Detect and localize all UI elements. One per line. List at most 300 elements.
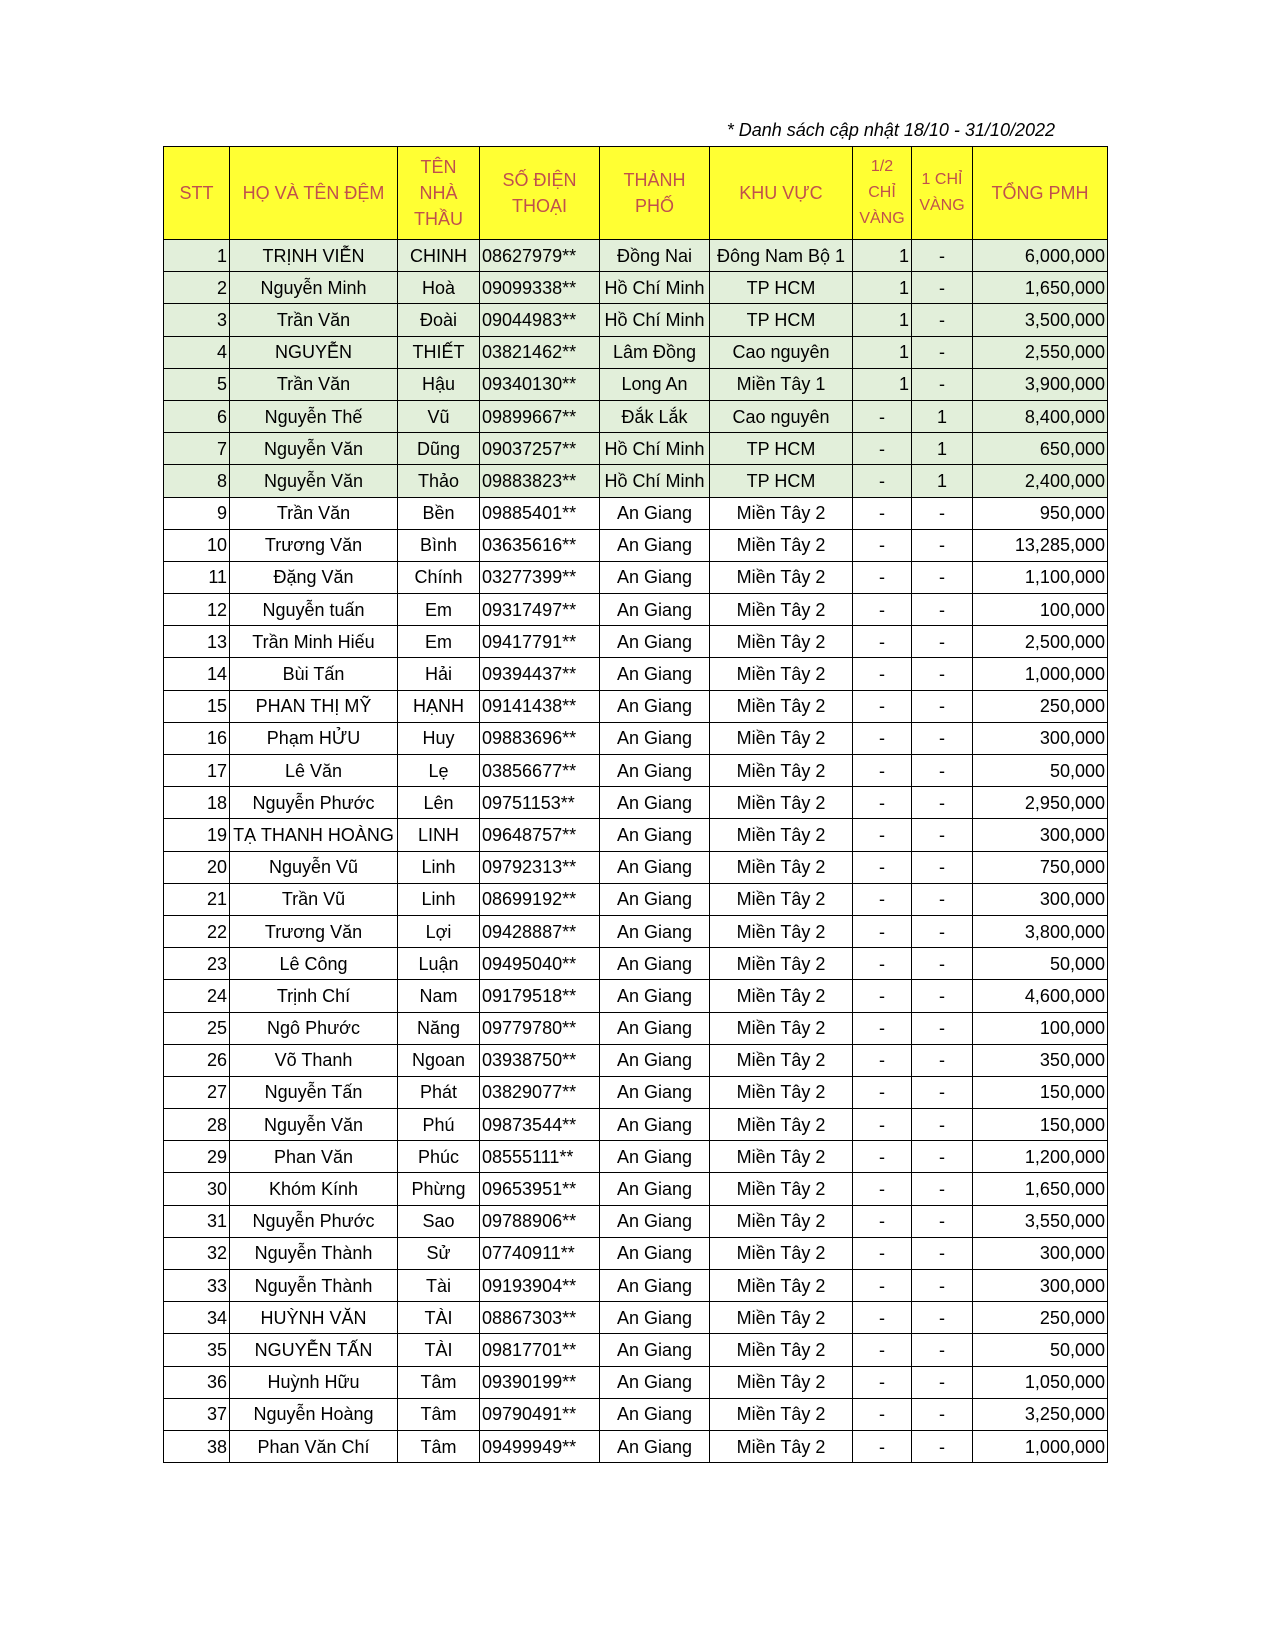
cell-contractor: Em <box>398 626 480 658</box>
cell-region: Miền Tây 2 <box>710 819 853 851</box>
cell-contractor: Sao <box>398 1205 480 1237</box>
cell-contractor: Tâm <box>398 1398 480 1430</box>
cell-stt: 20 <box>164 851 230 883</box>
cell-one-gold: - <box>912 1109 973 1141</box>
cell-city: An Giang <box>600 1173 710 1205</box>
update-note: * Danh sách cập nhật 18/10 - 31/10/2022 <box>726 120 1055 140</box>
cell-region: Miền Tây 2 <box>710 1044 853 1076</box>
cell-one-gold: - <box>912 1205 973 1237</box>
cell-one-gold: - <box>912 1270 973 1302</box>
cell-contractor: Phúc <box>398 1141 480 1173</box>
cell-one-gold: - <box>912 755 973 787</box>
cell-contractor: TÀI <box>398 1334 480 1366</box>
cell-half-gold: - <box>853 433 912 465</box>
cell-one-gold: - <box>912 948 973 980</box>
cell-one-gold: - <box>912 1398 973 1430</box>
cell-contractor: Huy <box>398 722 480 754</box>
cell-one-gold: - <box>912 1173 973 1205</box>
cell-city: An Giang <box>600 1044 710 1076</box>
cell-city: Hồ Chí Minh <box>600 304 710 336</box>
cell-half-gold: - <box>853 1237 912 1269</box>
cell-stt: 29 <box>164 1141 230 1173</box>
table-row <box>164 1270 1108 1302</box>
cell-total: 950,000 <box>973 497 1108 529</box>
cell-phone: 09428887** <box>480 915 600 947</box>
cell-city: An Giang <box>600 1109 710 1141</box>
cell-region: Miền Tây 2 <box>710 980 853 1012</box>
cell-contractor: Hoà <box>398 272 480 304</box>
cell-name: Nguyễn Hoàng <box>230 1398 398 1430</box>
table-row <box>164 1302 1108 1334</box>
header-region: KHU VỰC <box>710 147 853 240</box>
cell-one-gold: - <box>912 272 973 304</box>
cell-stt: 6 <box>164 400 230 432</box>
cell-name: Phan Văn <box>230 1141 398 1173</box>
cell-total: 3,500,000 <box>973 304 1108 336</box>
cell-total: 150,000 <box>973 1076 1108 1108</box>
cell-stt: 5 <box>164 368 230 400</box>
cell-half-gold: 1 <box>853 272 912 304</box>
cell-city: An Giang <box>600 755 710 787</box>
table-row <box>164 1334 1108 1366</box>
cell-city: An Giang <box>600 980 710 1012</box>
cell-half-gold: - <box>853 497 912 529</box>
cell-name: Nguyễn Văn <box>230 465 398 497</box>
cell-contractor: Phừng <box>398 1173 480 1205</box>
cell-one-gold: - <box>912 1302 973 1334</box>
cell-name: Trương Văn <box>230 915 398 947</box>
cell-total: 3,900,000 <box>973 368 1108 400</box>
cell-total: 1,650,000 <box>973 1173 1108 1205</box>
table-row <box>164 1141 1108 1173</box>
cell-name: Trần Văn <box>230 497 398 529</box>
cell-region: Miền Tây 2 <box>710 883 853 915</box>
cell-total: 4,600,000 <box>973 980 1108 1012</box>
cell-phone: 09817701** <box>480 1334 600 1366</box>
cell-city: An Giang <box>600 594 710 626</box>
cell-stt: 37 <box>164 1398 230 1430</box>
cell-phone: 09790491** <box>480 1398 600 1430</box>
cell-phone: 09883696** <box>480 722 600 754</box>
cell-stt: 28 <box>164 1109 230 1141</box>
cell-name: Nguyễn Văn <box>230 433 398 465</box>
cell-phone: 09141438** <box>480 690 600 722</box>
cell-total: 300,000 <box>973 722 1108 754</box>
cell-region: Miền Tây 2 <box>710 851 853 883</box>
cell-one-gold: - <box>912 787 973 819</box>
table-row <box>164 755 1108 787</box>
cell-phone: 09394437** <box>480 658 600 690</box>
cell-city: An Giang <box>600 1270 710 1302</box>
cell-city: An Giang <box>600 561 710 593</box>
cell-total: 8,400,000 <box>973 400 1108 432</box>
cell-contractor: Ngoan <box>398 1044 480 1076</box>
cell-stt: 1 <box>164 240 230 272</box>
cell-one-gold: 1 <box>912 433 973 465</box>
cell-stt: 2 <box>164 272 230 304</box>
table-body <box>164 240 1108 1463</box>
cell-stt: 10 <box>164 529 230 561</box>
cell-total: 1,050,000 <box>973 1366 1108 1398</box>
cell-region: Miền Tây 2 <box>710 1302 853 1334</box>
cell-total: 3,800,000 <box>973 915 1108 947</box>
table-row <box>164 400 1108 432</box>
cell-total: 6,000,000 <box>973 240 1108 272</box>
cell-one-gold: - <box>912 336 973 368</box>
cell-half-gold: - <box>853 1334 912 1366</box>
cell-name: NGUYỄN <box>230 336 398 368</box>
cell-stt: 36 <box>164 1366 230 1398</box>
cell-phone: 08867303** <box>480 1302 600 1334</box>
cell-contractor: Linh <box>398 851 480 883</box>
cell-region: Miền Tây 2 <box>710 561 853 593</box>
cell-name: Trịnh Chí <box>230 980 398 1012</box>
cell-city: An Giang <box>600 819 710 851</box>
cell-region: Miền Tây 2 <box>710 690 853 722</box>
cell-city: An Giang <box>600 1302 710 1334</box>
cell-one-gold: - <box>912 1430 973 1462</box>
cell-contractor: Đoài <box>398 304 480 336</box>
header-total: TỔNG PMH <box>973 147 1108 240</box>
table-header-row <box>164 147 1108 240</box>
cell-total: 1,200,000 <box>973 1141 1108 1173</box>
cell-one-gold: - <box>912 980 973 1012</box>
header-name: HỌ VÀ TÊN ĐỆM <box>230 147 398 240</box>
cell-one-gold: - <box>912 1044 973 1076</box>
cell-total: 300,000 <box>973 883 1108 915</box>
cell-city: Hồ Chí Minh <box>600 433 710 465</box>
header-stt: STT <box>164 147 230 240</box>
cell-total: 1,000,000 <box>973 1430 1108 1462</box>
cell-contractor: Tâm <box>398 1430 480 1462</box>
table-row <box>164 304 1108 336</box>
cell-region: TP HCM <box>710 272 853 304</box>
cell-phone: 09317497** <box>480 594 600 626</box>
cell-name: Lê Văn <box>230 755 398 787</box>
cell-region: TP HCM <box>710 465 853 497</box>
cell-phone: 09653951** <box>480 1173 600 1205</box>
cell-one-gold: - <box>912 304 973 336</box>
table-row <box>164 1173 1108 1205</box>
header-city: THÀNH PHỐ <box>600 147 710 240</box>
cell-stt: 13 <box>164 626 230 658</box>
cell-one-gold: - <box>912 658 973 690</box>
cell-contractor: Sử <box>398 1237 480 1269</box>
cell-contractor: Vũ <box>398 400 480 432</box>
cell-half-gold: - <box>853 1012 912 1044</box>
table-row <box>164 497 1108 529</box>
cell-total: 3,550,000 <box>973 1205 1108 1237</box>
cell-city: An Giang <box>600 1076 710 1108</box>
cell-stt: 17 <box>164 755 230 787</box>
cell-name: HUỲNH VĂN <box>230 1302 398 1334</box>
cell-name: Khóm Kính <box>230 1173 398 1205</box>
cell-contractor: Tâm <box>398 1366 480 1398</box>
cell-region: Miền Tây 2 <box>710 1334 853 1366</box>
header-one-gold: 1 CHỈ VÀNG <box>912 147 973 240</box>
cell-contractor: Năng <box>398 1012 480 1044</box>
cell-contractor: CHINH <box>398 240 480 272</box>
cell-name: Nguyễn Vũ <box>230 851 398 883</box>
cell-half-gold: - <box>853 722 912 754</box>
cell-name: Nguyễn Phước <box>230 1205 398 1237</box>
cell-city: An Giang <box>600 1430 710 1462</box>
cell-total: 2,950,000 <box>973 787 1108 819</box>
cell-one-gold: - <box>912 529 973 561</box>
table-row <box>164 658 1108 690</box>
table-row <box>164 594 1108 626</box>
cell-region: Miền Tây 2 <box>710 1366 853 1398</box>
cell-total: 250,000 <box>973 690 1108 722</box>
cell-phone: 09751153** <box>480 787 600 819</box>
cell-region: Miền Tây 2 <box>710 1430 853 1462</box>
cell-half-gold: - <box>853 1076 912 1108</box>
cell-total: 300,000 <box>973 819 1108 851</box>
cell-total: 1,650,000 <box>973 272 1108 304</box>
cell-one-gold: - <box>912 1141 973 1173</box>
cell-one-gold: - <box>912 722 973 754</box>
cell-half-gold: - <box>853 465 912 497</box>
cell-city: An Giang <box>600 658 710 690</box>
cell-stt: 31 <box>164 1205 230 1237</box>
cell-stt: 21 <box>164 883 230 915</box>
cell-contractor: Luận <box>398 948 480 980</box>
cell-region: Cao nguyên <box>710 400 853 432</box>
cell-contractor: Linh <box>398 883 480 915</box>
cell-total: 650,000 <box>973 433 1108 465</box>
table-row <box>164 465 1108 497</box>
cell-name: Phạm HỬU <box>230 722 398 754</box>
cell-contractor: Lẹ <box>398 755 480 787</box>
cell-phone: 03277399** <box>480 561 600 593</box>
cell-city: Đồng Nai <box>600 240 710 272</box>
cell-total: 150,000 <box>973 1109 1108 1141</box>
table-row <box>164 883 1108 915</box>
cell-city: An Giang <box>600 851 710 883</box>
cell-region: Miền Tây 2 <box>710 1270 853 1302</box>
cell-contractor: Thảo <box>398 465 480 497</box>
cell-name: Trương Văn <box>230 529 398 561</box>
cell-one-gold: - <box>912 240 973 272</box>
cell-stt: 26 <box>164 1044 230 1076</box>
table-row <box>164 722 1108 754</box>
cell-region: Miền Tây 2 <box>710 1109 853 1141</box>
table-row <box>164 240 1108 272</box>
cell-half-gold: - <box>853 915 912 947</box>
cell-name: Nguyễn Phước <box>230 787 398 819</box>
table-row <box>164 433 1108 465</box>
cell-half-gold: - <box>853 529 912 561</box>
cell-phone: 03829077** <box>480 1076 600 1108</box>
cell-phone: 09788906** <box>480 1205 600 1237</box>
cell-name: Võ Thanh <box>230 1044 398 1076</box>
cell-region: Miền Tây 2 <box>710 1398 853 1430</box>
table-row <box>164 690 1108 722</box>
cell-contractor: Phát <box>398 1076 480 1108</box>
cell-name: Trần Vũ <box>230 883 398 915</box>
cell-one-gold: - <box>912 1012 973 1044</box>
cell-region: Miền Tây 2 <box>710 497 853 529</box>
cell-city: An Giang <box>600 690 710 722</box>
cell-name: Nguyễn Minh <box>230 272 398 304</box>
cell-one-gold: - <box>912 819 973 851</box>
cell-name: Nguyễn Thế <box>230 400 398 432</box>
cell-total: 2,400,000 <box>973 465 1108 497</box>
table-row <box>164 980 1108 1012</box>
cell-one-gold: - <box>912 626 973 658</box>
table-row <box>164 336 1108 368</box>
cell-total: 13,285,000 <box>973 529 1108 561</box>
cell-name: Trần Văn <box>230 368 398 400</box>
cell-stt: 32 <box>164 1237 230 1269</box>
cell-city: Hồ Chí Minh <box>600 465 710 497</box>
cell-city: An Giang <box>600 1366 710 1398</box>
cell-region: Miền Tây 2 <box>710 1173 853 1205</box>
cell-region: Miền Tây 2 <box>710 594 853 626</box>
cell-name: Nguyễn Văn <box>230 1109 398 1141</box>
cell-phone: 09099338** <box>480 272 600 304</box>
cell-phone: 09193904** <box>480 1270 600 1302</box>
cell-phone: 08699192** <box>480 883 600 915</box>
cell-contractor: HẠNH <box>398 690 480 722</box>
cell-name: Nguyễn Thành <box>230 1237 398 1269</box>
cell-phone: 09873544** <box>480 1109 600 1141</box>
cell-phone: 03635616** <box>480 529 600 561</box>
cell-stt: 25 <box>164 1012 230 1044</box>
cell-region: Miền Tây 2 <box>710 1076 853 1108</box>
cell-city: An Giang <box>600 915 710 947</box>
cell-phone: 09885401** <box>480 497 600 529</box>
cell-city: An Giang <box>600 497 710 529</box>
table-row <box>164 561 1108 593</box>
cell-stt: 33 <box>164 1270 230 1302</box>
cell-stt: 19 <box>164 819 230 851</box>
header-phone: SỐ ĐIỆN THOẠI <box>480 147 600 240</box>
cell-region: Đông Nam Bộ 1 <box>710 240 853 272</box>
cell-phone: 09648757** <box>480 819 600 851</box>
cell-region: Miền Tây 2 <box>710 755 853 787</box>
cell-phone: 09417791** <box>480 626 600 658</box>
cell-half-gold: - <box>853 690 912 722</box>
table-row <box>164 915 1108 947</box>
cell-total: 2,550,000 <box>973 336 1108 368</box>
cell-name: Lê Công <box>230 948 398 980</box>
cell-one-gold: - <box>912 368 973 400</box>
cell-half-gold: - <box>853 626 912 658</box>
cell-stt: 8 <box>164 465 230 497</box>
cell-stt: 23 <box>164 948 230 980</box>
cell-half-gold: 1 <box>853 336 912 368</box>
cell-half-gold: - <box>853 819 912 851</box>
cell-one-gold: - <box>912 1237 973 1269</box>
cell-total: 50,000 <box>973 1334 1108 1366</box>
cell-region: Miền Tây 2 <box>710 529 853 561</box>
cell-city: Long An <box>600 368 710 400</box>
table-row <box>164 948 1108 980</box>
cell-total: 100,000 <box>973 1012 1108 1044</box>
cell-contractor: Bình <box>398 529 480 561</box>
cell-half-gold: - <box>853 948 912 980</box>
cell-phone: 09390199** <box>480 1366 600 1398</box>
cell-half-gold: - <box>853 1044 912 1076</box>
cell-total: 100,000 <box>973 594 1108 626</box>
table-row <box>164 851 1108 883</box>
cell-region: Miền Tây 2 <box>710 1205 853 1237</box>
cell-half-gold: 1 <box>853 304 912 336</box>
cell-stt: 11 <box>164 561 230 593</box>
cell-half-gold: - <box>853 658 912 690</box>
cell-region: Miền Tây 2 <box>710 948 853 980</box>
cell-contractor: Nam <box>398 980 480 1012</box>
cell-total: 1,100,000 <box>973 561 1108 593</box>
cell-phone: 09883823** <box>480 465 600 497</box>
cell-half-gold: 1 <box>853 368 912 400</box>
cell-city: An Giang <box>600 1141 710 1173</box>
header-contractor: TÊN NHÀ THẦU <box>398 147 480 240</box>
cell-stt: 34 <box>164 1302 230 1334</box>
cell-stt: 9 <box>164 497 230 529</box>
cell-name: TRỊNH VIỄN <box>230 240 398 272</box>
cell-contractor: Lợi <box>398 915 480 947</box>
cell-half-gold: 1 <box>853 240 912 272</box>
cell-half-gold: - <box>853 1302 912 1334</box>
cell-stt: 4 <box>164 336 230 368</box>
cell-half-gold: - <box>853 1141 912 1173</box>
cell-city: An Giang <box>600 1398 710 1430</box>
cell-phone: 09179518** <box>480 980 600 1012</box>
cell-stt: 16 <box>164 722 230 754</box>
cell-contractor: Tài <box>398 1270 480 1302</box>
cell-half-gold: - <box>853 883 912 915</box>
cell-one-gold: - <box>912 883 973 915</box>
cell-half-gold: - <box>853 755 912 787</box>
cell-contractor: TÀI <box>398 1302 480 1334</box>
cell-stt: 3 <box>164 304 230 336</box>
cell-stt: 14 <box>164 658 230 690</box>
cell-city: An Giang <box>600 883 710 915</box>
cell-contractor: Bền <box>398 497 480 529</box>
cell-phone: 09340130** <box>480 368 600 400</box>
cell-total: 300,000 <box>973 1237 1108 1269</box>
cell-region: Miền Tây 2 <box>710 1237 853 1269</box>
cell-half-gold: - <box>853 851 912 883</box>
cell-half-gold: - <box>853 1205 912 1237</box>
cell-one-gold: - <box>912 851 973 883</box>
cell-stt: 18 <box>164 787 230 819</box>
cell-half-gold: - <box>853 980 912 1012</box>
cell-city: Lâm Đồng <box>600 336 710 368</box>
cell-phone: 09899667** <box>480 400 600 432</box>
cell-one-gold: - <box>912 1334 973 1366</box>
cell-region: Miền Tây 2 <box>710 915 853 947</box>
cell-city: Hồ Chí Minh <box>600 272 710 304</box>
cell-half-gold: - <box>853 1173 912 1205</box>
cell-stt: 38 <box>164 1430 230 1462</box>
cell-one-gold: - <box>912 561 973 593</box>
cell-city: An Giang <box>600 529 710 561</box>
cell-city: An Giang <box>600 722 710 754</box>
cell-contractor: Em <box>398 594 480 626</box>
cell-phone: 09495040** <box>480 948 600 980</box>
cell-contractor: Phú <box>398 1109 480 1141</box>
table-row <box>164 1366 1108 1398</box>
cell-phone: 09044983** <box>480 304 600 336</box>
cell-half-gold: - <box>853 1366 912 1398</box>
cell-half-gold: - <box>853 1270 912 1302</box>
table-row <box>164 626 1108 658</box>
cell-contractor: Dũng <box>398 433 480 465</box>
cell-city: An Giang <box>600 787 710 819</box>
